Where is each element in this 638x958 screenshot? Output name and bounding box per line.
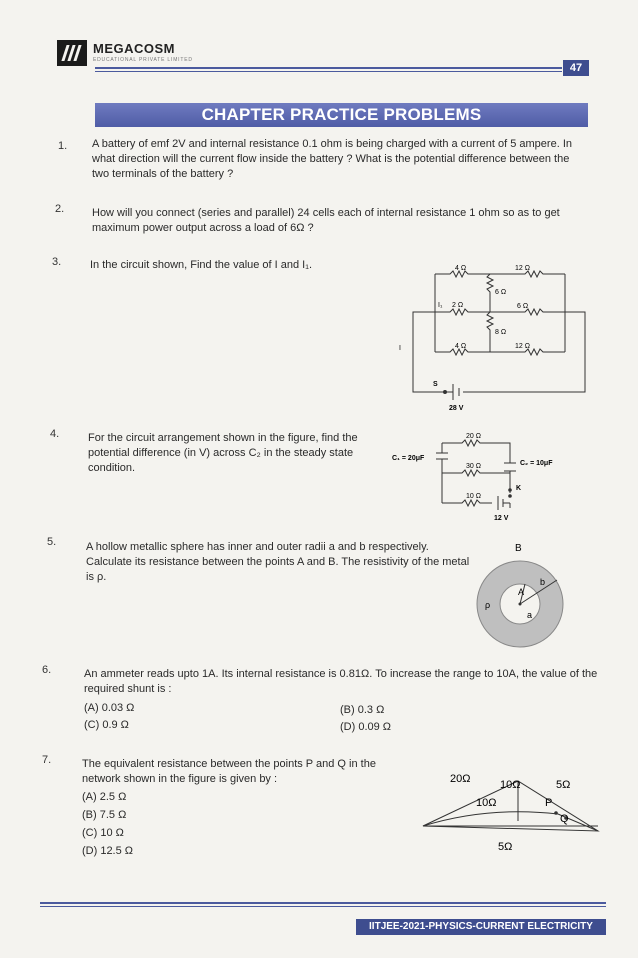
q4-battery-label: 12 V <box>494 515 509 522</box>
question-number: 2. <box>55 203 65 215</box>
footer-rule-thin <box>40 906 606 907</box>
q4-resistor-label: 10 Ω <box>466 493 481 500</box>
question-number: 5. <box>47 536 57 548</box>
q7-point-q-label: Q <box>560 813 569 825</box>
q3-resistor-label: 6 Ω <box>517 303 529 310</box>
q4-circuit-figure <box>392 428 582 523</box>
q3-resistor-label: 4 Ω <box>455 265 467 272</box>
question-number: 6. <box>42 664 52 676</box>
q4-resistor-label: 30 Ω <box>466 463 481 470</box>
question-number: 3. <box>52 256 62 268</box>
q3-switch-label: S <box>433 381 438 388</box>
q3-battery-label: 28 V <box>449 405 464 412</box>
q5-point-b-label: B <box>515 543 522 554</box>
header-rule <box>95 67 562 69</box>
header-rule-thin <box>95 71 562 72</box>
footer-label: IITJEE-2021-PHYSICS-CURRENT ELECTRICITY <box>356 919 606 935</box>
q7-resistor-label: 10Ω <box>476 797 497 809</box>
q3-circuit-figure <box>399 262 580 417</box>
q7-network-figure <box>418 766 603 856</box>
question-text: In the circuit shown, Find the value of I and I₁. <box>90 259 312 271</box>
option-b[interactable]: (B) 7.5 Ω <box>82 809 127 821</box>
q5-inner-radius-label: a <box>527 610 533 620</box>
q5-sphere-figure <box>475 540 570 655</box>
option-a[interactable]: (A) 0.03 Ω <box>84 702 135 714</box>
question-number: 1. <box>58 140 68 152</box>
option-a[interactable]: (A) 2.5 Ω <box>82 791 127 803</box>
q5-rho-label: ρ <box>485 600 491 610</box>
option-c[interactable]: (C) 10 Ω <box>82 827 124 839</box>
q7-resistor-label: 5Ω <box>498 841 513 853</box>
question-number: 4. <box>50 428 60 440</box>
question-text: For the circuit arrangement shown in the figure, find the potential difference (in V) across C₂ in the steady state condition. <box>88 432 358 474</box>
question-number: 7. <box>42 754 52 766</box>
option-d[interactable]: (D) 12.5 Ω <box>82 845 134 857</box>
chapter-title: CHAPTER PRACTICE PROBLEMS <box>201 105 482 124</box>
option-c[interactable]: (C) 0.9 Ω <box>84 719 129 731</box>
footer-rule <box>40 902 606 904</box>
question-text: An ammeter reads upto 1A. Its internal resistance is 0.81Ω. To increase the range to 10A, the value of the required shunt is : <box>84 668 598 695</box>
q7-point-p-label: P <box>545 797 553 809</box>
q5-point-a-label: A <box>518 587 525 597</box>
question-text: A battery of emf 2V and internal resistance 0.1 ohm is being charged with a current of 5 ampere. In what direction will the current flow inside the battery ? What is the potential difference between the two terminals of the battery ? <box>92 138 572 180</box>
q7-resistor-label: 10Ω <box>500 779 521 791</box>
q7-resistor-label: 20Ω <box>450 773 471 785</box>
q3-current-label: I <box>399 345 401 352</box>
brand-name: MEGACOSM <box>93 41 175 56</box>
q7-resistor-label: 5Ω <box>556 779 571 791</box>
question-text: How will you connect (series and parallel) 24 cells each of internal resistance 1 ohm so as to get maximum power output across a load of 6Ω ? <box>92 207 560 234</box>
q3-resistor-label: 4 Ω <box>455 343 467 350</box>
q5-outer-radius-label: b <box>540 577 546 587</box>
page-number: 47 <box>563 60 589 76</box>
brand-subtitle: EDUCATIONAL PRIVATE LIMITED <box>93 57 193 63</box>
q4-key-label: K <box>516 485 522 492</box>
q3-resistor-label: 8 Ω <box>495 329 507 336</box>
question-text: The equivalent resistance between the points P and Q in the network shown in the figure is given by : <box>82 758 376 785</box>
option-d[interactable]: (D) 0.09 Ω <box>340 721 392 733</box>
q3-resistor-label: 6 Ω <box>495 289 507 296</box>
megacosm-logo-icon <box>57 40 87 66</box>
q3-resistor-label: 2 Ω <box>452 302 464 309</box>
option-b[interactable]: (B) 0.3 Ω <box>340 704 385 716</box>
q4-resistor-label: 20 Ω <box>466 433 481 440</box>
q4-capacitor-label: C₁ = 20μF <box>392 455 425 462</box>
q3-resistor-label: 12 Ω <box>515 265 530 272</box>
q3-resistor-label: 12 Ω <box>515 343 530 350</box>
q4-capacitor-label: C₂ = 10μF <box>520 460 553 467</box>
question-text: A hollow metallic sphere has inner and outer radii a and b respectively. Calculate its resistance between the points A and B. The resistivity of the metal is ρ. <box>86 541 470 583</box>
q3-current-label: I₁ <box>438 302 443 309</box>
